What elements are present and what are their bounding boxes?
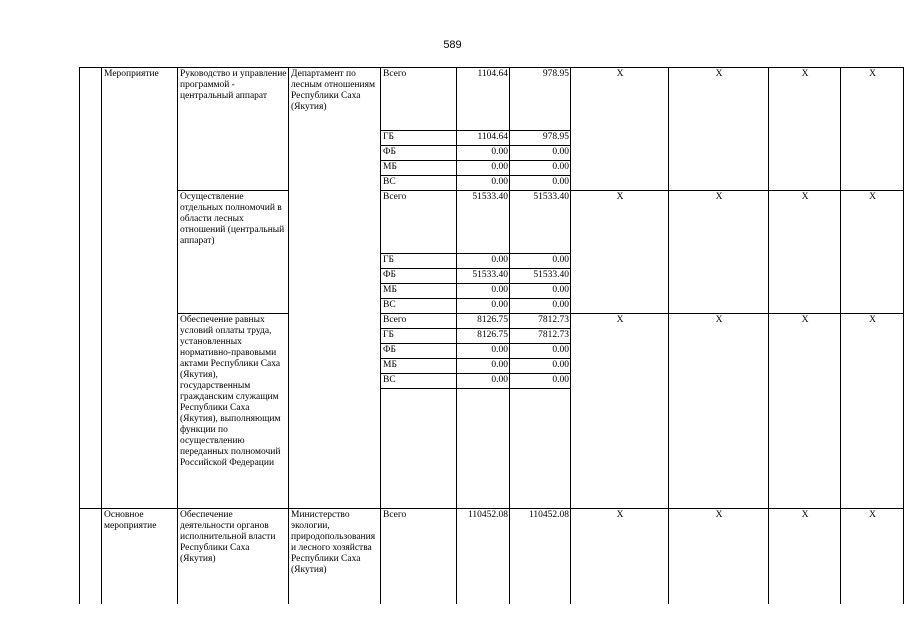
program-table [79, 67, 904, 604]
x-mark: X [769, 68, 841, 191]
activity-name: Обеспечение равных условий оплаты труда, установленных нормативно-правовыми актами Республики Саха (Якутия), государственным гражданским служащим Республики Саха (Якутия), выполняющим функции по осуществлению переданных полномочий Российской Федерации [178, 314, 289, 509]
x-mark: X [841, 68, 904, 191]
value-cell: 51533.40 [457, 269, 510, 284]
source-cell: Всего [381, 314, 457, 329]
value-cell [457, 389, 510, 509]
x-mark: X [571, 68, 669, 191]
source-cell: ВС [381, 176, 457, 191]
value-cell: 0.00 [457, 146, 510, 161]
source-cell: ГБ [381, 254, 457, 269]
x-mark: X [841, 191, 904, 314]
value-cell [510, 389, 571, 509]
source-cell: ГБ [381, 131, 457, 146]
index-cell [80, 68, 102, 509]
table-row [80, 68, 904, 131]
value-cell: 7812.73 [510, 314, 571, 329]
source-cell: ФБ [381, 269, 457, 284]
x-mark: X [571, 191, 669, 314]
x-mark: X [841, 314, 904, 509]
value-cell: 0.00 [510, 176, 571, 191]
source-cell: Всего [381, 509, 457, 604]
source-cell: ВС [381, 374, 457, 389]
table-row [80, 191, 904, 254]
value-cell: 0.00 [510, 359, 571, 374]
value-cell: 0.00 [510, 374, 571, 389]
value-cell: 0.00 [510, 161, 571, 176]
value-cell: 0.00 [457, 374, 510, 389]
x-mark: X [769, 314, 841, 509]
value-cell: 0.00 [457, 254, 510, 269]
value-cell: 51533.40 [457, 191, 510, 254]
table-row [80, 509, 904, 604]
value-cell: 978.95 [510, 131, 571, 146]
source-cell: МБ [381, 284, 457, 299]
activity-name: Обеспечение деятельности органов исполнительной власти Республики Саха (Якутия) [178, 509, 289, 604]
source-cell: МБ [381, 161, 457, 176]
row-type: Основное мероприятие [102, 509, 178, 604]
executor-cell: Департамент по лесным отношениям Республики Саха (Якутия) [289, 68, 381, 509]
x-mark: X [669, 68, 769, 191]
x-mark: X [669, 314, 769, 509]
value-cell: 51533.40 [510, 269, 571, 284]
value-cell: 110452.08 [457, 509, 510, 604]
value-cell: 0.00 [510, 146, 571, 161]
value-cell: 1104.64 [457, 131, 510, 146]
value-cell: 51533.40 [510, 191, 571, 254]
x-mark: X [769, 509, 841, 604]
value-cell: 0.00 [457, 176, 510, 191]
table-row [80, 314, 904, 329]
x-mark: X [769, 191, 841, 314]
value-cell: 0.00 [457, 284, 510, 299]
value-cell: 0.00 [457, 161, 510, 176]
value-cell: 0.00 [510, 254, 571, 269]
source-cell: ГБ [381, 329, 457, 344]
value-cell: 0.00 [510, 284, 571, 299]
index-cell [80, 509, 102, 604]
source-cell: ФБ [381, 146, 457, 161]
row-type: Мероприятие [102, 68, 178, 509]
activity-name: Осуществление отдельных полномочий в области лесных отношений (центральный аппарат) [178, 191, 289, 314]
executor-cell: Министерство экологии, природопользования и лесного хозяйства Республики Саха (Якутия) [289, 509, 381, 604]
value-cell: 0.00 [510, 344, 571, 359]
value-cell: 1104.64 [457, 68, 510, 131]
source-cell: ВС [381, 299, 457, 314]
x-mark: X [571, 509, 669, 604]
value-cell: 8126.75 [457, 329, 510, 344]
x-mark: X [571, 314, 669, 509]
source-cell [381, 389, 457, 509]
x-mark: X [669, 191, 769, 314]
x-mark: X [669, 509, 769, 604]
value-cell: 8126.75 [457, 314, 510, 329]
source-cell: Всего [381, 191, 457, 254]
value-cell: 0.00 [457, 344, 510, 359]
value-cell: 0.00 [457, 359, 510, 374]
page-number: 589 [443, 39, 462, 51]
activity-name: Руководство и управление программой - центральный аппарат [178, 68, 289, 191]
source-cell: МБ [381, 359, 457, 374]
value-cell: 7812.73 [510, 329, 571, 344]
value-cell: 0.00 [457, 299, 510, 314]
value-cell: 110452.08 [510, 509, 571, 604]
x-mark: X [841, 509, 904, 604]
source-cell: Всего [381, 68, 457, 131]
value-cell: 978.95 [510, 68, 571, 131]
source-cell: ФБ [381, 344, 457, 359]
value-cell: 0.00 [510, 299, 571, 314]
